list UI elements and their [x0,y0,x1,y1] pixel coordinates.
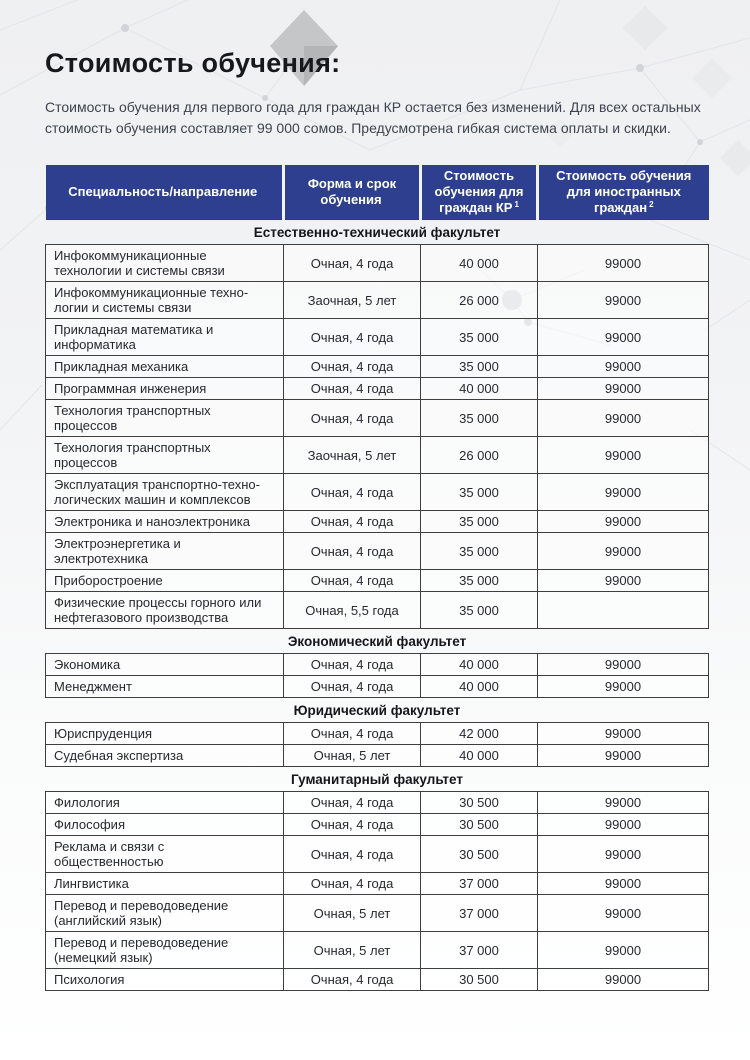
price-kr-cell: 40 000 [421,245,538,282]
table-row [46,533,709,570]
table-row [46,932,709,969]
price-kr-cell: 35 000 [421,356,538,378]
price-foreign-cell: 99000 [538,792,709,814]
price-foreign-cell: 99000 [538,474,709,511]
specialty-cell: Перевод и переводоведение (немецкий язык) [46,932,284,969]
specialty-cell: Лингвистика [46,873,284,895]
table-row [46,792,709,814]
table-row [46,895,709,932]
price-kr-cell: 37 000 [421,873,538,895]
column-header-label: Стоимость обучения для граждан КР [434,168,524,215]
price-foreign-cell: 99000 [538,814,709,836]
price-foreign-cell: 99000 [538,873,709,895]
price-kr-cell: 35 000 [421,474,538,511]
price-foreign-cell: 99000 [538,836,709,873]
price-kr-cell: 35 000 [421,570,538,592]
form-duration-cell: Очная, 5 лет [284,895,421,932]
specialty-cell: Философия [46,814,284,836]
price-foreign-cell: 99000 [538,533,709,570]
table-row [46,319,709,356]
column-header-form-duration [284,165,421,220]
table-row [46,873,709,895]
form-duration-cell: Очная, 4 года [284,378,421,400]
price-kr-cell: 37 000 [421,895,538,932]
price-foreign-cell: 99000 [538,895,709,932]
price-foreign-cell: 99000 [538,378,709,400]
intro-text: Стоимость обучения для первого года для граждан КР остается без изменений. Для всех остальных стоимость обучения составляет 99 000 сомов. Предусмотрена гибкая система оплаты и скидки. [45,99,701,136]
price-foreign-cell: 99000 [538,437,709,474]
price-kr-cell: 35 000 [421,319,538,356]
table-row [46,745,709,767]
price-foreign-cell: 99000 [538,282,709,319]
price-kr-cell: 35 000 [421,400,538,437]
form-duration-cell: Очная, 4 года [284,570,421,592]
table-body [46,220,709,991]
table-row [46,676,709,698]
price-kr-cell: 30 500 [421,792,538,814]
faculty-section-title: Гуманитарный факультет [46,767,709,792]
form-duration-cell: Очная, 4 года [284,654,421,676]
price-foreign-cell: 99000 [538,400,709,437]
price-kr-cell: 40 000 [421,676,538,698]
table-row [46,356,709,378]
footnote-marker: 1 [514,199,519,209]
specialty-cell: Прикладная математика и информатика [46,319,284,356]
form-duration-cell: Очная, 4 года [284,836,421,873]
price-foreign-cell: 99000 [538,356,709,378]
table-row [46,245,709,282]
faculty-section-title: Экономический факультет [46,629,709,654]
column-header-label: Форма и срок обучения [307,176,397,207]
form-duration-cell: Очная, 4 года [284,723,421,745]
specialty-cell: Менеджмент [46,676,284,698]
form-duration-cell: Очная, 4 года [284,533,421,570]
specialty-cell: Программная инженерия [46,378,284,400]
form-duration-cell: Очная, 4 года [284,969,421,991]
specialty-cell: Инфокоммуникационные технологии и системы связи [46,245,284,282]
form-duration-cell: Очная, 4 года [284,356,421,378]
table-row [46,723,709,745]
table-row [46,511,709,533]
form-duration-cell: Очная, 5 лет [284,932,421,969]
form-duration-cell: Очная, 4 года [284,511,421,533]
table-row [46,474,709,511]
form-duration-cell: Очная, 4 года [284,814,421,836]
table-row [46,592,709,629]
specialty-cell: Психология [46,969,284,991]
price-foreign-cell: 99000 [538,932,709,969]
page-title: Стоимость обучения: [45,48,341,78]
price-kr-cell: 40 000 [421,745,538,767]
header-row [46,165,709,220]
column-header-price-kr [421,165,538,220]
price-kr-cell: 42 000 [421,723,538,745]
specialty-cell: Эксплуатация транспортно-техно-логических машин и комплексов [46,474,284,511]
table-header [46,165,709,220]
price-kr-cell: 30 500 [421,969,538,991]
price-kr-cell: 26 000 [421,282,538,319]
specialty-cell: Технология транспортных процессов [46,400,284,437]
specialty-cell: Инфокоммуникационные техно-логии и системы связи [46,282,284,319]
price-foreign-cell: 99000 [538,245,709,282]
price-kr-cell: 35 000 [421,511,538,533]
faculty-section-row [46,698,709,723]
price-kr-cell: 35 000 [421,533,538,570]
specialty-cell: Электроэнергетика и электротехника [46,533,284,570]
table-row [46,400,709,437]
specialty-cell: Прикладная механика [46,356,284,378]
specialty-cell: Технология транспортных процессов [46,437,284,474]
specialty-cell: Физические процессы горного или нефтегазового производства [46,592,284,629]
form-duration-cell: Очная, 5,5 года [284,592,421,629]
price-kr-cell: 37 000 [421,932,538,969]
table-row [46,570,709,592]
form-duration-cell: Очная, 4 года [284,400,421,437]
price-kr-cell: 30 500 [421,836,538,873]
table-row [46,378,709,400]
column-header-price-foreign [538,165,709,220]
specialty-cell: Приборостроение [46,570,284,592]
specialty-cell: Филология [46,792,284,814]
price-foreign-cell [538,592,709,629]
price-kr-cell: 40 000 [421,378,538,400]
column-header-specialty [46,165,284,220]
price-foreign-cell: 99000 [538,745,709,767]
price-kr-cell: 26 000 [421,437,538,474]
form-duration-cell: Очная, 5 лет [284,745,421,767]
faculty-section-row [46,767,709,792]
price-foreign-cell: 99000 [538,654,709,676]
specialty-cell: Судебная экспертиза [46,745,284,767]
faculty-section-row [46,629,709,654]
price-kr-cell: 30 500 [421,814,538,836]
form-duration-cell: Заочная, 5 лет [284,437,421,474]
form-duration-cell: Очная, 4 года [284,319,421,356]
table-row [46,654,709,676]
form-duration-cell: Очная, 4 года [284,792,421,814]
tuition-table [45,165,709,991]
column-header-label: Специальность/направление [68,184,258,199]
form-duration-cell: Очная, 4 года [284,873,421,895]
price-foreign-cell: 99000 [538,969,709,991]
form-duration-cell: Заочная, 5 лет [284,282,421,319]
price-foreign-cell: 99000 [538,319,709,356]
faculty-section-row [46,220,709,245]
specialty-cell: Электроника и наноэлектроника [46,511,284,533]
faculty-section-title: Юридический факультет [46,698,709,723]
price-foreign-cell: 99000 [538,570,709,592]
table-row [46,437,709,474]
column-header-label: Стоимость обучения для иностранных граждан [556,168,692,215]
price-foreign-cell: 99000 [538,676,709,698]
specialty-cell: Экономика [46,654,284,676]
footnote-marker: 2 [649,199,654,209]
table-row [46,282,709,319]
faculty-section-title: Естественно-технический факультет [46,220,709,245]
specialty-cell: Реклама и связи с общественностью [46,836,284,873]
price-kr-cell: 40 000 [421,654,538,676]
form-duration-cell: Очная, 4 года [284,245,421,282]
specialty-cell: Юриспруденция [46,723,284,745]
table-row [46,836,709,873]
price-foreign-cell: 99000 [538,511,709,533]
price-foreign-cell: 99000 [538,723,709,745]
table-row [46,969,709,991]
table-row [46,814,709,836]
price-kr-cell: 35 000 [421,592,538,629]
specialty-cell: Перевод и переводоведение (английский язык) [46,895,284,932]
form-duration-cell: Очная, 4 года [284,474,421,511]
form-duration-cell: Очная, 4 года [284,676,421,698]
